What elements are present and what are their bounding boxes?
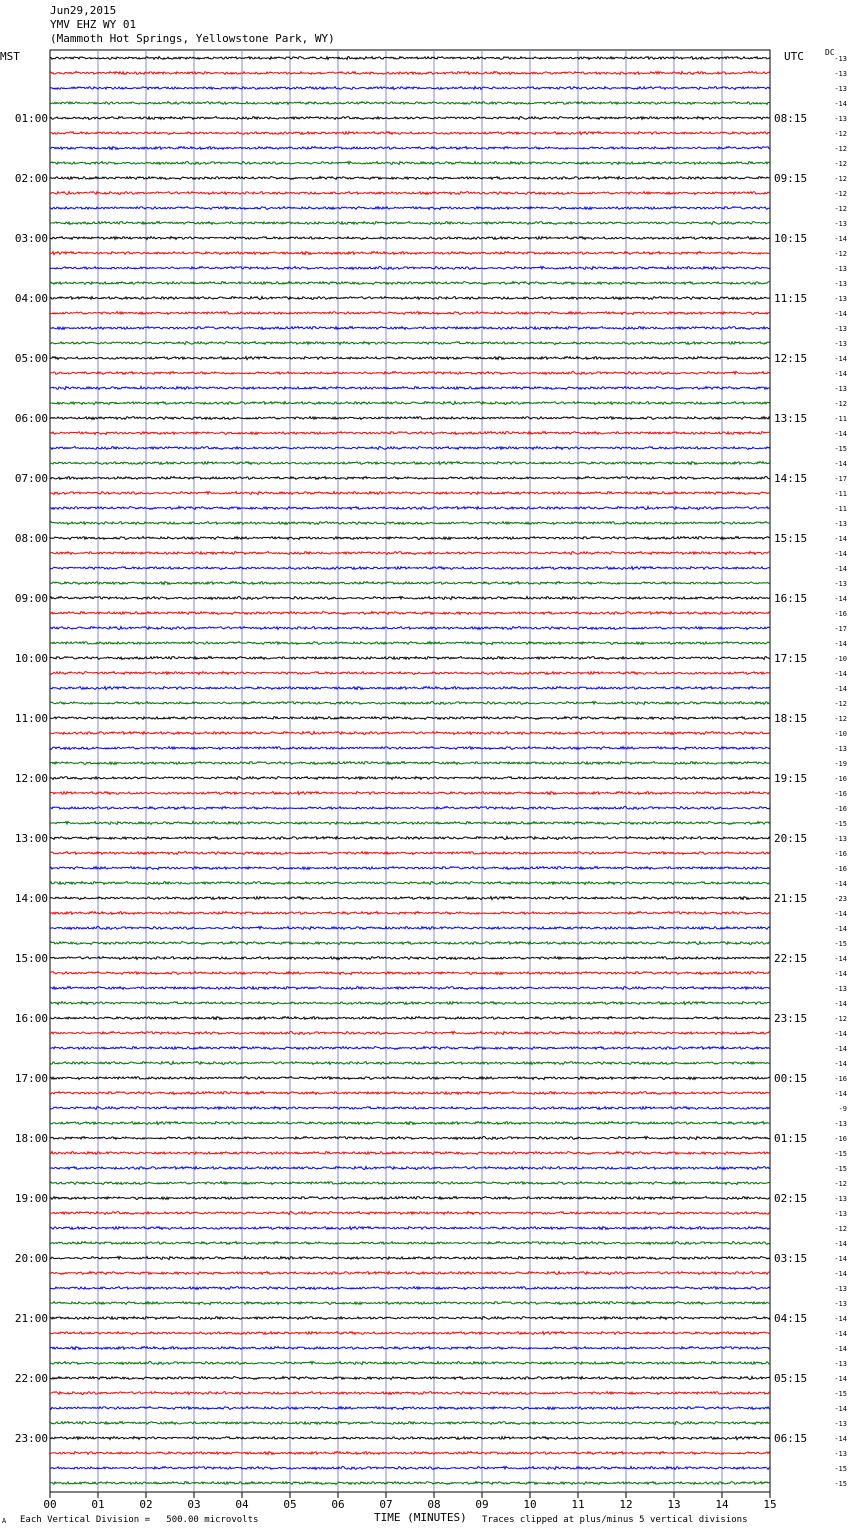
seismic-trace	[50, 476, 770, 479]
dc-offset-label: -14	[834, 1045, 847, 1053]
dc-offset-label: -13	[834, 280, 847, 288]
left-time-label: 02:00	[14, 172, 48, 185]
seismic-trace	[50, 462, 770, 465]
dc-offset-label: -14	[834, 640, 847, 648]
seismic-trace	[50, 1256, 770, 1259]
seismic-trace	[50, 102, 770, 105]
seismic-trace	[50, 596, 770, 599]
seismic-trace	[50, 1452, 770, 1455]
dc-offset-label: -14	[834, 460, 847, 468]
seismic-trace	[50, 192, 770, 195]
dc-offset-label: -14	[834, 1435, 847, 1443]
x-tick-label: 01	[91, 1498, 105, 1511]
dc-offset-label: -13	[834, 1195, 847, 1203]
seismic-trace	[50, 266, 770, 269]
seismic-trace	[50, 762, 770, 765]
seismic-trace	[50, 1017, 770, 1020]
seismic-trace	[50, 357, 770, 360]
seismic-trace	[50, 972, 770, 975]
right-time-label: 06:15	[774, 1432, 808, 1445]
seismic-trace	[50, 1047, 770, 1050]
dc-offset-label: -13	[834, 1300, 847, 1308]
left-time-label: 16:00	[14, 1012, 48, 1025]
x-tick-label: 00	[43, 1498, 57, 1511]
seismic-trace	[50, 1437, 770, 1440]
dc-offset-label: -12	[834, 715, 847, 723]
dc-offset-label: -11	[834, 415, 847, 423]
seismic-trace	[50, 1002, 770, 1005]
x-tick-label: 14	[715, 1498, 729, 1511]
seismic-trace	[50, 926, 770, 929]
dc-offset-label: -16	[834, 1135, 847, 1143]
dc-offset-label: -14	[834, 1375, 847, 1383]
left-time-label: 21:00	[14, 1312, 48, 1325]
dc-offset-label: -16	[834, 790, 847, 798]
dc-offset-label: -19	[834, 760, 847, 768]
right-time-label: 01:15	[774, 1132, 808, 1145]
dc-offset-label: -13	[834, 265, 847, 273]
seismic-trace	[50, 642, 770, 645]
dc-offset-label: -14	[834, 880, 847, 888]
dc-offset-label: -14	[834, 565, 847, 573]
seismic-trace	[50, 912, 770, 915]
left-time-label: 23:00	[14, 1432, 48, 1445]
dc-offset-label: -13	[834, 1450, 847, 1458]
seismic-trace	[50, 1347, 770, 1350]
x-tick-label: 03	[187, 1498, 201, 1511]
dc-offset-label: -14	[834, 235, 847, 243]
right-time-label: 16:15	[774, 592, 808, 605]
dc-offset-label: -14	[834, 1405, 847, 1413]
x-tick-label: 13	[667, 1498, 681, 1511]
dc-offset-label: -12	[834, 700, 847, 708]
right-time-label: 12:15	[774, 352, 808, 365]
seismic-trace	[50, 942, 770, 945]
seismic-trace	[50, 1317, 770, 1320]
left-time-label: 09:00	[14, 592, 48, 605]
dc-offset-label: -13	[834, 745, 847, 753]
dc-offset-label: -12	[834, 175, 847, 183]
dc-offset-label: -12	[834, 1180, 847, 1188]
seismic-trace	[50, 732, 770, 735]
dc-offset-label: -14	[834, 595, 847, 603]
seismic-trace	[50, 1031, 770, 1034]
seismic-trace	[50, 1287, 770, 1290]
seismic-trace	[50, 297, 770, 300]
dc-offset-label: -14	[834, 1090, 847, 1098]
seismic-trace	[50, 1302, 770, 1305]
dc-offset-label: -13	[834, 1360, 847, 1368]
dc-offset-label: -12	[834, 190, 847, 198]
seismic-trace	[50, 447, 770, 450]
seismic-trace	[50, 1361, 770, 1364]
left-time-label: 08:00	[14, 532, 48, 545]
seismic-trace	[50, 1167, 770, 1170]
right-time-label: 22:15	[774, 952, 808, 965]
seismic-trace	[50, 1332, 770, 1335]
dc-offset-label: -13	[834, 1420, 847, 1428]
dc-offset-label: -14	[834, 1240, 847, 1248]
seismic-trace	[50, 1377, 770, 1380]
right-time-label: 14:15	[774, 472, 808, 485]
dc-offset-label: -9	[838, 1105, 847, 1113]
seismic-trace	[50, 806, 770, 809]
seismic-trace	[50, 627, 770, 630]
right-time-label: 05:15	[774, 1372, 808, 1385]
seismic-trace	[50, 327, 770, 330]
seismic-trace	[50, 852, 770, 855]
left-time-label: 05:00	[14, 352, 48, 365]
dc-offset-label: -15	[834, 1390, 847, 1398]
x-tick-label: 08	[427, 1498, 441, 1511]
dc-offset-label: -13	[834, 85, 847, 93]
x-tick-label: 02	[139, 1498, 153, 1511]
right-time-label: 23:15	[774, 1012, 808, 1025]
dc-offset-label: -16	[834, 610, 847, 618]
dc-offset-label: -13	[834, 220, 847, 228]
scale-note: Each Vertical Division = 500.00 microvolts	[20, 1515, 259, 1525]
dc-offset-label: -10	[834, 730, 847, 738]
dc-offset-label: -14	[834, 1000, 847, 1008]
seismic-trace	[50, 507, 770, 510]
dc-offset-label: -14	[834, 100, 847, 108]
dc-offset-label: -13	[834, 55, 847, 63]
dc-offset-label: -16	[834, 805, 847, 813]
left-time-label: 13:00	[14, 832, 48, 845]
left-time-label: 20:00	[14, 1252, 48, 1265]
seismic-trace	[50, 867, 770, 870]
seismic-trace	[50, 522, 770, 525]
seismic-trace	[50, 1182, 770, 1185]
right-time-label: 09:15	[774, 172, 808, 185]
dc-offset-label: -12	[834, 400, 847, 408]
seismic-trace	[50, 1407, 770, 1410]
dc-offset-label: -13	[834, 115, 847, 123]
x-tick-label: 10	[523, 1498, 537, 1511]
dc-offset-label: -12	[834, 250, 847, 258]
seismic-trace	[50, 161, 770, 164]
dc-offset-label: -14	[834, 1255, 847, 1263]
x-tick-label: 04	[235, 1498, 249, 1511]
station-location: (Mammoth Hot Springs, Yellowstone Park, WY)	[50, 32, 335, 45]
seismic-trace	[50, 821, 770, 824]
x-axis-title: TIME (MINUTES)	[374, 1511, 467, 1524]
seismic-trace	[50, 282, 770, 285]
seismic-trace	[50, 1152, 770, 1155]
seismic-trace	[50, 1482, 770, 1485]
left-time-label: 19:00	[14, 1192, 48, 1205]
clip-note: Traces clipped at plus/minus 5 vertical divisions	[482, 1515, 748, 1525]
seismic-trace	[50, 701, 770, 704]
seismic-trace	[50, 897, 770, 900]
seismic-trace	[50, 837, 770, 840]
seismic-trace	[50, 987, 770, 990]
dc-offset-label: -15	[834, 445, 847, 453]
seismic-trace	[50, 567, 770, 570]
seismic-trace	[50, 237, 770, 240]
dc-offset-label: -14	[834, 535, 847, 543]
right-time-label: 20:15	[774, 832, 808, 845]
seismic-trace	[50, 207, 770, 210]
right-time-label: 10:15	[774, 232, 808, 245]
dc-offset-label: -15	[834, 940, 847, 948]
dc-offset-label: -13	[834, 1210, 847, 1218]
seismic-trace	[50, 537, 770, 540]
seismic-trace	[50, 432, 770, 435]
left-time-label: 15:00	[14, 952, 48, 965]
dc-offset-label: -15	[834, 1165, 847, 1173]
seismic-trace	[50, 117, 770, 120]
x-tick-label: 12	[619, 1498, 633, 1511]
seismic-trace	[50, 687, 770, 690]
seismic-trace	[50, 552, 770, 555]
seismic-trace	[50, 1136, 770, 1139]
seismic-trace	[50, 957, 770, 960]
seismic-trace	[50, 1272, 770, 1275]
dc-offset-label: -13	[834, 1120, 847, 1128]
seismic-trace	[50, 792, 770, 795]
plot-date: Jun29,2015	[50, 4, 117, 17]
left-time-label: 14:00	[14, 892, 48, 905]
dc-offset-label: -23	[834, 895, 847, 903]
dc-offset-label: -17	[834, 475, 847, 483]
seismic-trace	[50, 402, 770, 405]
dc-offset-label: -11	[834, 490, 847, 498]
seismic-trace	[50, 132, 770, 135]
dc-offset-label: -14	[834, 430, 847, 438]
left-time-label: 10:00	[14, 652, 48, 665]
dc-offset-label: -11	[834, 505, 847, 513]
left-time-label: 07:00	[14, 472, 48, 485]
dc-offset-label: -12	[834, 130, 847, 138]
x-tick-label: 09	[475, 1498, 489, 1511]
x-tick-label: 11	[571, 1498, 585, 1511]
seismic-trace	[50, 1077, 770, 1080]
seismic-trace	[50, 882, 770, 885]
plot-frame	[50, 50, 770, 1492]
seismic-trace	[50, 147, 770, 150]
x-tick-label: 15	[763, 1498, 777, 1511]
left-time-label: 01:00	[14, 112, 48, 125]
left-timezone-label: MST	[0, 50, 20, 63]
dc-offset-label: -12	[834, 145, 847, 153]
seismic-trace	[50, 342, 770, 345]
seismic-trace	[50, 582, 770, 585]
dc-offset-label: -12	[834, 1015, 847, 1023]
dc-offset-label: -13	[834, 835, 847, 843]
dc-offset-label: -14	[834, 1330, 847, 1338]
right-timezone-label: UTC	[784, 50, 804, 63]
dc-offset-label: -16	[834, 775, 847, 783]
dc-offset-label: -10	[834, 655, 847, 663]
seismic-trace	[50, 747, 770, 750]
seismic-trace	[50, 177, 770, 180]
dc-offset-label: -14	[834, 970, 847, 978]
dc-offset-label: -14	[834, 1270, 847, 1278]
seismic-trace	[50, 1392, 770, 1395]
dc-offset-label: -14	[834, 1345, 847, 1353]
seismic-trace	[50, 1197, 770, 1200]
dc-offset-label: -13	[834, 985, 847, 993]
dc-offset-label: -13	[834, 520, 847, 528]
right-time-label: 21:15	[774, 892, 808, 905]
seismic-trace	[50, 1227, 770, 1230]
seismic-trace	[50, 1122, 770, 1125]
right-time-label: 15:15	[774, 532, 808, 545]
right-time-label: 11:15	[774, 292, 808, 305]
dc-offset-header: DC	[825, 48, 835, 57]
dc-offset-label: -14	[834, 685, 847, 693]
dc-offset-label: -13	[834, 295, 847, 303]
dc-offset-label: -14	[834, 1030, 847, 1038]
dc-offset-label: -14	[834, 355, 847, 363]
seismic-trace	[50, 491, 770, 494]
seismic-trace	[50, 1107, 770, 1110]
left-time-label: 22:00	[14, 1372, 48, 1385]
seismic-trace	[50, 371, 770, 374]
dc-offset-label: -13	[834, 385, 847, 393]
station-id: YMV EHZ WY 01	[50, 18, 137, 31]
left-time-label: 17:00	[14, 1072, 48, 1085]
seismic-trace	[50, 1466, 770, 1469]
left-time-label: 18:00	[14, 1132, 48, 1145]
right-time-label: 04:15	[774, 1312, 808, 1325]
dc-offset-label: -16	[834, 865, 847, 873]
seismic-trace	[50, 1241, 770, 1244]
dc-offset-label: -13	[834, 340, 847, 348]
right-time-label: 13:15	[774, 412, 808, 425]
dc-offset-label: -14	[834, 670, 847, 678]
left-time-label: 03:00	[14, 232, 48, 245]
dc-offset-label: -17	[834, 625, 847, 633]
left-time-label: 12:00	[14, 772, 48, 785]
dc-offset-label: -14	[834, 370, 847, 378]
x-tick-label: 06	[331, 1498, 345, 1511]
right-time-label: 00:15	[774, 1072, 808, 1085]
seismic-trace	[50, 672, 770, 675]
left-time-label: 06:00	[14, 412, 48, 425]
dc-offset-label: -16	[834, 850, 847, 858]
dc-offset-label: -14	[834, 925, 847, 933]
seismic-trace	[50, 1092, 770, 1095]
dc-offset-label: -16	[834, 1075, 847, 1083]
seismic-trace	[50, 1062, 770, 1065]
dc-offset-label: -13	[834, 1285, 847, 1293]
seismic-trace	[50, 777, 770, 780]
seismic-trace	[50, 87, 770, 90]
right-time-label: 18:15	[774, 712, 808, 725]
dc-offset-label: -14	[834, 550, 847, 558]
dc-offset-label: -12	[834, 1225, 847, 1233]
right-time-label: 08:15	[774, 112, 808, 125]
dc-offset-label: -13	[834, 70, 847, 78]
dc-offset-label: -14	[834, 910, 847, 918]
seismic-trace	[50, 387, 770, 390]
dc-offset-label: -15	[834, 1480, 847, 1488]
right-time-label: 02:15	[774, 1192, 808, 1205]
seismic-trace	[50, 1422, 770, 1425]
seismic-trace	[50, 222, 770, 225]
seismic-trace	[50, 252, 770, 255]
seismic-trace	[50, 717, 770, 720]
dc-offset-label: -14	[834, 955, 847, 963]
dc-offset-label: -15	[834, 1465, 847, 1473]
seismic-trace	[50, 657, 770, 660]
dc-offset-label: -14	[834, 310, 847, 318]
seismic-trace	[50, 612, 770, 615]
left-time-label: 04:00	[14, 292, 48, 305]
dc-offset-label: -13	[834, 325, 847, 333]
dc-offset-label: -14	[834, 1060, 847, 1068]
dc-offset-label: -15	[834, 1150, 847, 1158]
dc-offset-label: -12	[834, 205, 847, 213]
dc-offset-label: -14	[834, 1315, 847, 1323]
seismic-trace	[50, 312, 770, 315]
right-time-label: 03:15	[774, 1252, 808, 1265]
dc-offset-label: -13	[834, 580, 847, 588]
left-time-label: 11:00	[14, 712, 48, 725]
seismic-trace	[50, 71, 770, 74]
seismic-trace	[50, 1212, 770, 1215]
x-tick-label: 05	[283, 1498, 297, 1511]
seismic-trace	[50, 57, 770, 60]
right-time-label: 17:15	[774, 652, 808, 665]
seismic-trace	[50, 417, 770, 420]
x-tick-label: 07	[379, 1498, 393, 1511]
right-time-label: 19:15	[774, 772, 808, 785]
corner-mark: A	[2, 1517, 7, 1525]
dc-offset-label: -15	[834, 820, 847, 828]
dc-offset-label: -12	[834, 160, 847, 168]
